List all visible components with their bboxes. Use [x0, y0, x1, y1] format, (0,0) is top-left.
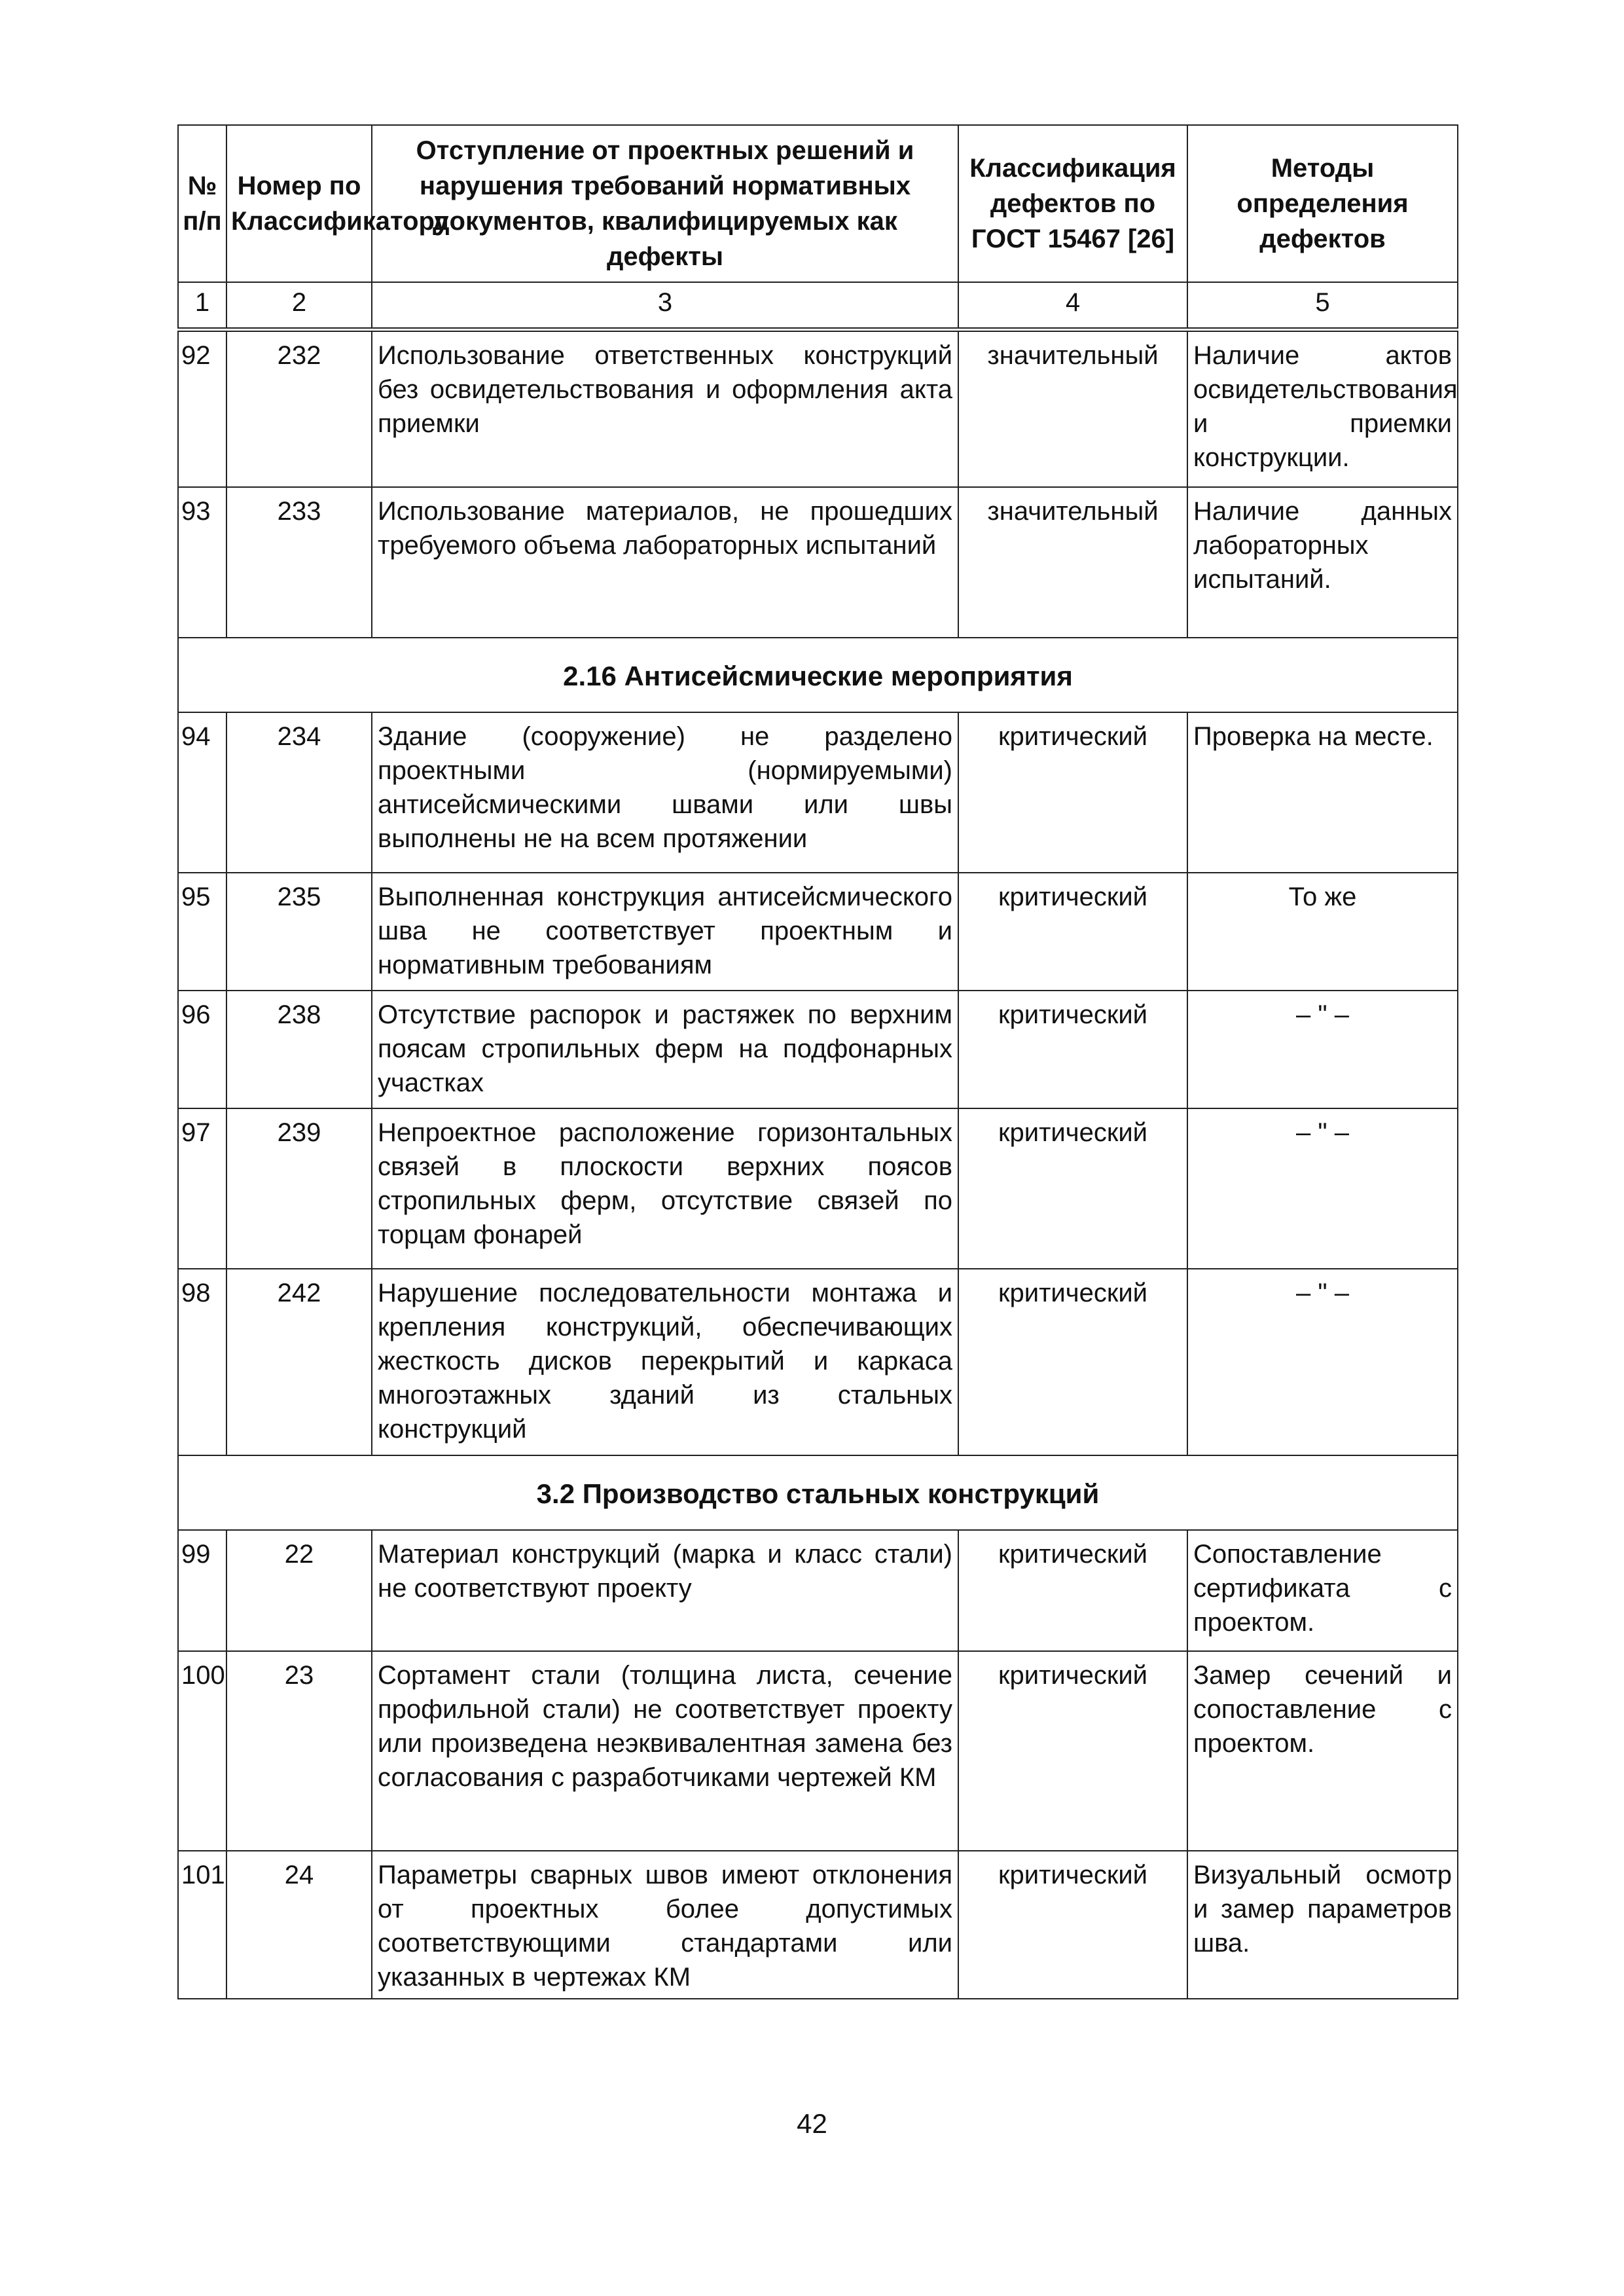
- row-number: 93: [178, 487, 226, 638]
- defect-method: Сопоставление сертификата с проектом.: [1187, 1530, 1458, 1651]
- column-number: 4: [958, 282, 1187, 330]
- header-methods: Методы определения дефектов: [1187, 125, 1458, 282]
- classifier-code: 233: [226, 487, 372, 638]
- defect-description: Отсутствие распорок и растяжек по верхним поясам стропильных ферм на подфонарных участках: [372, 991, 958, 1108]
- table-row: [178, 487, 1458, 638]
- defect-classification: критический: [958, 873, 1187, 991]
- row-number: 100: [178, 1651, 226, 1851]
- row-number: 92: [178, 330, 226, 487]
- defect-description: Параметры сварных швов имеют отклонения от проектных более допустимых соответствующими стандартами или указанных в чертежах КМ: [372, 1851, 958, 1999]
- defects-table: [177, 124, 1458, 1999]
- classifier-code: 22: [226, 1530, 372, 1651]
- classifier-code: 239: [226, 1108, 372, 1269]
- column-number: 1: [178, 282, 226, 330]
- defect-method: Замер сечений и сопоставление с проектом.: [1187, 1651, 1458, 1851]
- column-numbers-row: [178, 282, 1458, 330]
- defect-classification: значительный: [958, 487, 1187, 638]
- defect-classification: критический: [958, 1851, 1187, 1999]
- row-number: 98: [178, 1269, 226, 1455]
- header-classifier-code: Номер по Классификатору: [226, 125, 372, 282]
- header-deviation: Отступление от проектных решений и нарушения требований нормативных документов, квалифицируемых как дефекты: [372, 125, 958, 282]
- row-number: 97: [178, 1108, 226, 1269]
- row-number: 95: [178, 873, 226, 991]
- defect-description: Нарушение последовательности монтажа и крепления конструкций, обеспечивающих жесткость дисков перекрытий и каркаса многоэтажных зданий из стальных конструкций: [372, 1269, 958, 1455]
- defect-classification: критический: [958, 1269, 1187, 1455]
- defect-classification: критический: [958, 1108, 1187, 1269]
- defect-description: Сортамент стали (толщина листа, сечение профильной стали) не соответствует проекту или произведена неэквивалентная замена без согласования с разработчиками чертежей КМ: [372, 1651, 958, 1851]
- table-row: [178, 1530, 1458, 1651]
- page-number: 42: [797, 2108, 827, 2139]
- defect-description: Здание (сооружение) не разделено проектными (нормируемыми) антисейсмическими швами или швы выполнены не на всем протяжении: [372, 712, 958, 873]
- header-classification: Классификация дефектов по ГОСТ 15467 [26]: [958, 125, 1187, 282]
- defect-method: Визуальный осмотр и замер параметров шва.: [1187, 1851, 1458, 1999]
- section-title: 2.16 Антисейсмические мероприятия: [178, 638, 1458, 712]
- column-number: 2: [226, 282, 372, 330]
- section-header-row: [178, 638, 1458, 712]
- table-row: [178, 1108, 1458, 1269]
- defect-description: Непроектное расположение горизонтальных связей в плоскости верхних поясов стропильных ферм, отсутствие связей по торцам фонарей: [372, 1108, 958, 1269]
- defect-description: Использование ответственных конструкций без освидетельствования и оформления акта приемки: [372, 330, 958, 487]
- defect-method: – " –: [1187, 991, 1458, 1108]
- column-number: 5: [1187, 282, 1458, 330]
- defect-description: Выполненная конструкция антисейсмического шва не соответствует проектным и нормативным требованиям: [372, 873, 958, 991]
- defect-classification: критический: [958, 1651, 1187, 1851]
- classifier-code: 238: [226, 991, 372, 1108]
- defect-method: Наличие актов освидетельствования и приемки конструкции.: [1187, 330, 1458, 487]
- classifier-code: 23: [226, 1651, 372, 1851]
- defect-classification: значительный: [958, 330, 1187, 487]
- table-row: [178, 1851, 1458, 1999]
- table-row: [178, 873, 1458, 991]
- table-row: [178, 1651, 1458, 1851]
- classifier-code: 242: [226, 1269, 372, 1455]
- row-number: 96: [178, 991, 226, 1108]
- defect-method: – " –: [1187, 1269, 1458, 1455]
- classifier-code: 235: [226, 873, 372, 991]
- column-number: 3: [372, 282, 958, 330]
- table-row: [178, 330, 1458, 487]
- classifier-code: 232: [226, 330, 372, 487]
- header-number: № п/п: [178, 125, 226, 282]
- defect-method: Проверка на месте.: [1187, 712, 1458, 873]
- table-body: [178, 330, 1458, 1999]
- defect-method: Наличие данных лабораторных испытаний.: [1187, 487, 1458, 638]
- header-row: [178, 125, 1458, 282]
- table-row: [178, 712, 1458, 873]
- section-header-row: [178, 1455, 1458, 1530]
- row-number: 99: [178, 1530, 226, 1651]
- row-number: 101: [178, 1851, 226, 1999]
- defect-classification: критический: [958, 712, 1187, 873]
- table-row: [178, 1269, 1458, 1455]
- defect-method: То же: [1187, 873, 1458, 991]
- classifier-code: 24: [226, 1851, 372, 1999]
- defect-description: Использование материалов, не прошедших требуемого объема лабораторных испытаний: [372, 487, 958, 638]
- defect-classification: критический: [958, 991, 1187, 1108]
- table-row: [178, 991, 1458, 1108]
- section-title: 3.2 Производство стальных конструкций: [178, 1455, 1458, 1530]
- classifier-code: 234: [226, 712, 372, 873]
- row-number: 94: [178, 712, 226, 873]
- defect-method: – " –: [1187, 1108, 1458, 1269]
- defect-classification: критический: [958, 1530, 1187, 1651]
- defect-description: Материал конструкций (марка и класс стали) не соответствуют проекту: [372, 1530, 958, 1651]
